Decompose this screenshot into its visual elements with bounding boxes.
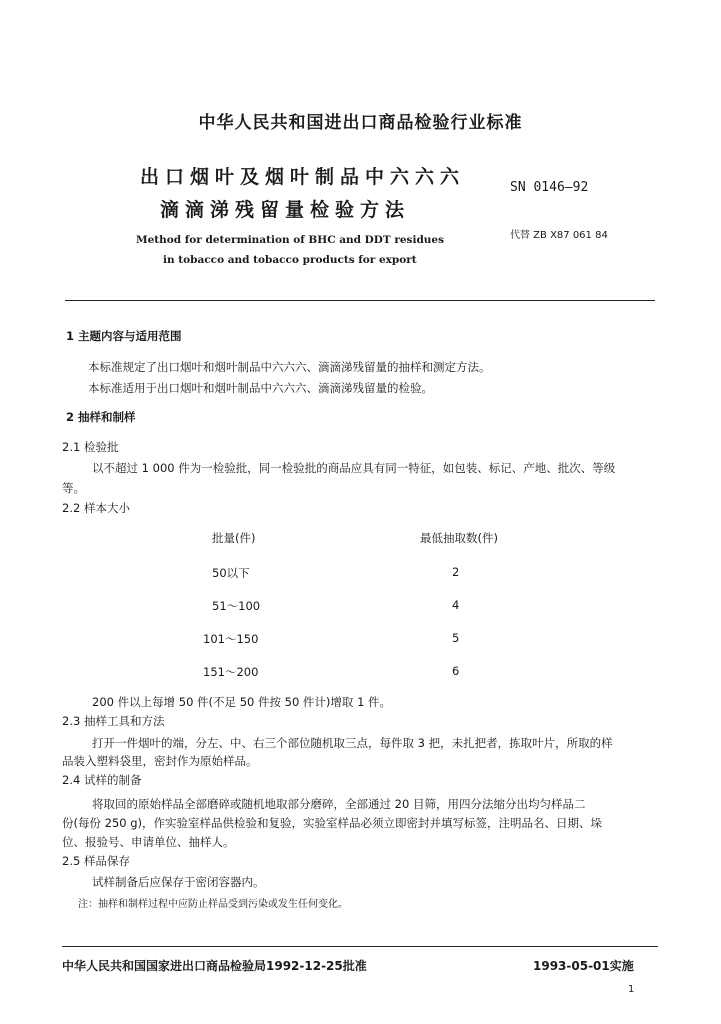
table-row-3-min: 5 (452, 631, 460, 645)
section-2-1-heading: 2.1 检验批 (62, 440, 119, 454)
footer-divider (62, 946, 658, 947)
table-row-1-lot: 50以下 (212, 566, 250, 580)
table-header-min-samples: 最低抽取数(件) (420, 531, 498, 545)
section-2-3-line-1: 打开一件烟叶的端，分左、中、右三个部位随机取三点，每件取 3 把，未扎把者，拣取叶片，所取的样 (92, 736, 613, 750)
page-number: 1 (628, 984, 635, 995)
section-2-heading: 2 抽样和制样 (66, 410, 136, 424)
section-1-paragraph-1: 本标准规定了出口烟叶和烟叶制品中六六六、滴滴涕残留量的抽样和测定方法。 (88, 360, 491, 374)
document-title-line2: 滴滴涕残留量检验方法 (160, 199, 411, 221)
section-2-4-line-2: 份(每份 250 g)，作实验室样品供检验和复验，实验室样品必须立即密封并填写标签，注明品名、日期、垛 (62, 816, 603, 830)
section-2-2-heading: 2.2 样本大小 (62, 501, 130, 515)
section-2-4-line-1: 将取回的原始样品全部磨碎或随机地取部分磨碎，全部通过 20 目筛，用四分法缩分出均匀样品二 (92, 797, 586, 811)
table-row-4-lot: 151～200 (203, 665, 259, 679)
table-row-3-lot: 101～150 (203, 632, 259, 646)
replaces-code: 代替 ZB X87 061 84 (510, 230, 608, 241)
section-2-5-note: 注：抽样和制样过程中应防止样品受到污染或发生任何变化。 (78, 899, 348, 910)
section-2-5-line-1: 试样制备后应保存于密闭容器内。 (92, 875, 265, 889)
approval-line: 中华人民共和国国家进出口商品检验局1992-12-25批准 (62, 959, 367, 973)
header-divider (65, 300, 655, 301)
section-2-4-heading: 2.4 试样的制备 (62, 773, 142, 787)
section-1-heading: 1 主题内容与适用范围 (66, 329, 182, 343)
section-2-3-line-2: 品装入塑料袋里，密封作为原始样品。 (62, 754, 258, 768)
section-2-4-line-3: 位、报验号、申请单位、抽样人。 (62, 835, 235, 849)
section-2-1-line-2: 等。 (62, 481, 85, 495)
table-row-1-min: 2 (452, 565, 460, 579)
english-title-line2: in tobacco and tobacco products for export (163, 254, 417, 266)
industry-standard-heading: 中华人民共和国进出口商品检验行业标准 (198, 113, 523, 133)
section-1-paragraph-2: 本标准适用于出口烟叶和烟叶制品中六六六、滴滴涕残留量的检验。 (88, 381, 433, 395)
table-row-2-min: 4 (452, 598, 460, 612)
section-2-2-after-table: 200 件以上每增 50 件(不足 50 件按 50 件计)增取 1 件。 (92, 695, 392, 709)
implementation-date: 1993-05-01实施 (533, 959, 634, 973)
table-header-lot-size: 批量(件) (212, 531, 256, 545)
section-2-1-line-1: 以不超过 1 000 件为一检验批，同一检验批的商品应具有同一特征，如包装、标记、产地、批次、等级 (92, 461, 616, 475)
section-2-3-heading: 2.3 抽样工具和方法 (62, 714, 165, 728)
table-row-2-lot: 51～100 (212, 599, 261, 613)
english-title-line1: Method for determination of BHC and DDT residues (136, 234, 445, 246)
standard-code: SN 0146—92 (510, 180, 589, 195)
section-2-5-heading: 2.5 样品保存 (62, 854, 130, 868)
table-row-4-min: 6 (452, 664, 460, 678)
document-title-line1: 出口烟叶及烟叶制品中六六六 (140, 166, 466, 188)
